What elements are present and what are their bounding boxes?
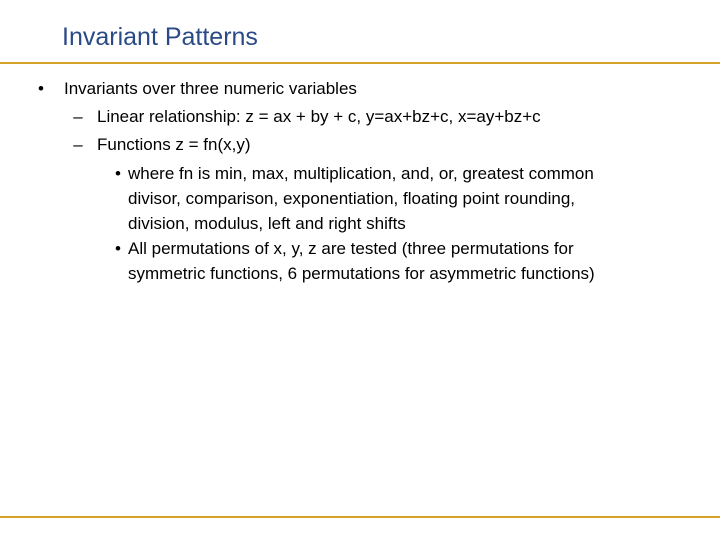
bullet-level1 xyxy=(38,78,357,100)
dash-marker: – xyxy=(73,135,83,154)
slide-title: Invariant Patterns xyxy=(62,23,258,51)
bullet-text: Linear relationship: z = ax + by + c, y=ax+bz+c, x=ay+bz+c xyxy=(97,107,541,126)
footer-divider xyxy=(0,516,720,518)
bullet-text: Invariants over three numeric variables xyxy=(64,79,357,98)
bullet-continuation: divisor, comparison, exponentiation, floating point rounding, xyxy=(128,189,576,208)
bullet-level2 xyxy=(73,106,541,128)
bullet-level3 xyxy=(115,163,594,185)
bullet-text: All permutations of x, y, z are tested (three permutations for xyxy=(128,239,574,258)
bullet-marker: • xyxy=(115,239,121,258)
title-divider xyxy=(0,62,720,64)
bullet-level2 xyxy=(73,134,251,156)
bullet-continuation: symmetric functions, 6 permutations for asymmetric functions) xyxy=(128,264,595,283)
bullet-text: Functions z = fn(x,y) xyxy=(97,135,251,154)
bullet-text: where fn is min, max, multiplication, and, or, greatest common xyxy=(128,164,594,183)
bullet-continuation: division, modulus, left and right shifts xyxy=(128,214,406,233)
bullet-level3 xyxy=(115,238,574,260)
dash-marker: – xyxy=(73,107,83,126)
bullet-marker: • xyxy=(115,164,121,183)
bullet-marker: • xyxy=(38,79,44,98)
